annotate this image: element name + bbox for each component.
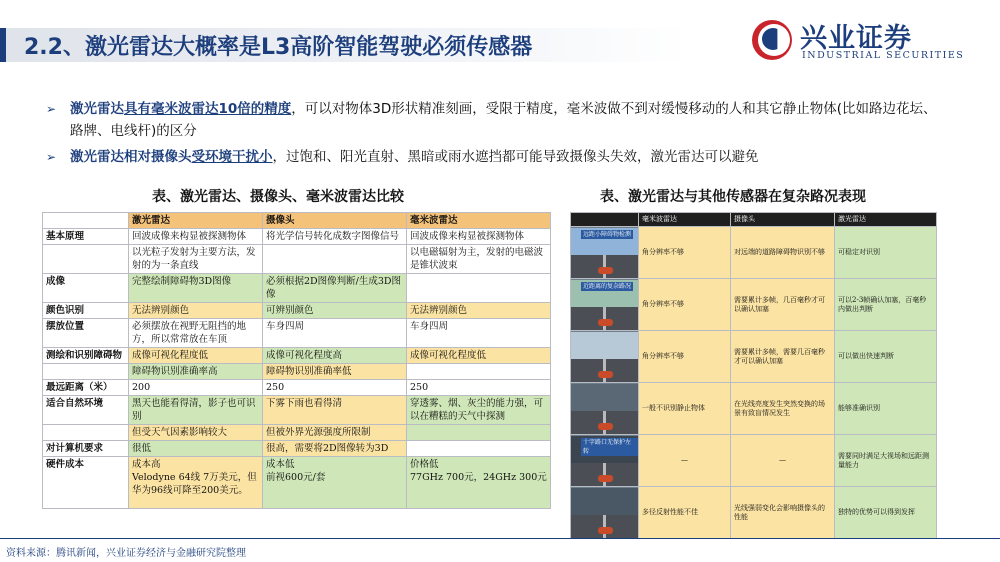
scene-car-icon: [598, 319, 613, 326]
table-cell: [407, 274, 551, 303]
row-label: [43, 245, 129, 274]
table-cell: 需要累计多帧，需要几百毫秒才可以确认加塞: [731, 331, 835, 383]
table-cell: 200: [129, 380, 263, 396]
sensor-comparison-table: [42, 212, 551, 509]
table-cell: 将光学信号转化成数字图像信号: [263, 229, 407, 245]
table-cell: 可以做出快速判断: [835, 331, 937, 383]
table-cell: 可辨别颜色: [263, 303, 407, 319]
row-label: [43, 364, 129, 380]
table-cell: 需要累计多帧，几百毫秒才可以确认加塞: [731, 279, 835, 331]
logo-mark-icon: [752, 20, 792, 60]
table-cell: 必须根据2D图像判断/生成3D图像: [263, 274, 407, 303]
table-header-cell: [43, 213, 129, 229]
table-cell: 以光粒子发射为主要方法，发射的为一条直线: [129, 245, 263, 274]
table-cell: 障碍物识别准确率低: [263, 364, 407, 380]
table-row: [43, 229, 551, 245]
table-cell: 成本低 前视600元/套: [263, 457, 407, 509]
table-cell: 250: [407, 380, 551, 396]
scene-sky: [571, 332, 638, 360]
table-cell: 独特的优势可以得到发挥: [835, 487, 937, 539]
right-table-caption: 表、激光雷达与其他传感器在复杂路况表现: [600, 189, 866, 205]
scene-image: [571, 435, 639, 487]
bullet-1-text: [70, 98, 950, 142]
table-row: [43, 348, 551, 364]
scene-car-icon: [598, 475, 613, 482]
bullet-1: [46, 98, 946, 144]
footer-source: 资料来源：腾讯新闻，兴业证券经济与金融研究院整理: [6, 548, 246, 559]
table-cell: 多径反射性能不佳: [639, 487, 731, 539]
scene-label: 近距离的复杂路况: [583, 282, 632, 290]
row-label: 基本原理: [43, 229, 129, 245]
row-label: 颜色识别: [43, 303, 129, 319]
table-cell: [407, 364, 551, 380]
table-cell: 车身四周: [407, 319, 551, 348]
table-cell: 无法辨别颜色: [407, 303, 551, 319]
table-row: [571, 487, 937, 539]
table-cell: 黑天也能看得清，影子也可识别: [129, 396, 263, 425]
table-cell: 成像可视化程度高: [263, 348, 407, 364]
bullet-1-lead: 激光雷达: [70, 101, 124, 117]
table-cell: 无法辨别颜色: [129, 303, 263, 319]
scene-car-icon: [598, 267, 613, 274]
table-cell: 但受天气因素影响较大: [129, 425, 263, 441]
row-label: 摆放位置: [43, 319, 129, 348]
row-label: 适合自然环境: [43, 396, 129, 425]
row-label: 对计算机要求: [43, 441, 129, 457]
scene-illustration: [571, 332, 638, 382]
scene-car-icon: [598, 423, 613, 430]
table-row: [43, 441, 551, 457]
table-cell: 可以2-3帧确认加塞，百毫秒内做出判断: [835, 279, 937, 331]
table-row: [571, 279, 937, 331]
footer-divider: [0, 538, 1000, 539]
logo-cn: 兴业证券: [800, 23, 912, 54]
table-cell: 价格低 77GHz 700元，24GHz 300元: [407, 457, 551, 509]
logo-en: INDUSTRIAL SECURITIES: [802, 50, 965, 61]
table-cell: 成像可视化程度低: [129, 348, 263, 364]
scene-car-icon: [598, 527, 613, 534]
table-row: [571, 435, 937, 487]
table-header-cell: 激光雷达: [835, 213, 937, 227]
table-row: [43, 245, 551, 274]
table-header-cell: 毫米波雷达: [407, 213, 551, 229]
bullet-arrow-icon: ➢: [46, 150, 57, 164]
table-cell: 车身四周: [263, 319, 407, 348]
bullet-2-highlight: 受环境干扰小: [191, 149, 273, 165]
scene-image: [571, 279, 639, 331]
table-row: [571, 331, 937, 383]
table-cell: 很高，需要将2D图像转为3D: [263, 441, 407, 457]
scene-image: [571, 383, 639, 435]
road-condition-table: [570, 212, 937, 539]
table-row: [43, 425, 551, 441]
table-row: [43, 274, 551, 303]
table-cell: 回波成像来构显被探测物体: [407, 229, 551, 245]
scene-sky: [571, 384, 638, 412]
table-cell: 角分辨率不够: [639, 331, 731, 383]
row-label: 测绘和识别障碍物: [43, 348, 129, 364]
table-cell: 角分辨率不够: [639, 227, 731, 279]
bullet-2-lead: 激光雷达相对摄像头: [70, 149, 192, 165]
scene-car-icon: [598, 371, 613, 378]
table-cell: 障碍物识别准确率高: [129, 364, 263, 380]
table-cell: [407, 441, 551, 457]
table-cell: 一般不识别静止物体: [639, 383, 731, 435]
table-cell: 以电磁辐射为主，发射的电磁波是锥状波束: [407, 245, 551, 274]
scene-image: [571, 487, 639, 539]
bullet-1-rest: ，可以对物体3D形状精准刻画，受限于精度，毫米波做不到对缓慢移动的人和其它静止物体(比如路边花坛、路牌、电线杆)的区分: [70, 101, 937, 139]
table-row: [571, 227, 937, 279]
bullet-2-text: [70, 146, 950, 168]
scene-label: 十字路口无保护左转: [581, 438, 638, 456]
table-header-cell: 摄像头: [731, 213, 835, 227]
table-cell: [263, 245, 407, 274]
table-row: [43, 457, 551, 509]
table-row: [43, 380, 551, 396]
table-row: [43, 364, 551, 380]
table-row: [43, 303, 551, 319]
table-cell: —: [639, 435, 731, 487]
bullet-2-rest: ，过饱和、阳光直射、黑暗或雨水遮挡都可能导致摄像头失效，激光雷达可以避免: [272, 149, 759, 165]
scene-illustration: [571, 384, 638, 434]
left-table-caption: 表、激光雷达、摄像头、毫米波雷达比较: [152, 189, 404, 205]
table-header-row: [43, 213, 551, 229]
table-header-cell: 毫米波雷达: [639, 213, 731, 227]
row-label: 最远距离（米）: [43, 380, 129, 396]
table-header-cell: [571, 213, 639, 227]
table-cell: 成本高 Velodyne 64线 7万美元，但华为96线可降至200美元。: [129, 457, 263, 509]
table-header-cell: 摄像头: [263, 213, 407, 229]
table-cell: 角分辨率不够: [639, 279, 731, 331]
table-cell: —: [731, 435, 835, 487]
scene-illustration: [571, 488, 638, 538]
row-label: [43, 425, 129, 441]
table-cell: 完整绘制障碍物3D图像: [129, 274, 263, 303]
table-row: [43, 319, 551, 348]
table-cell: 很低: [129, 441, 263, 457]
table-cell: [407, 425, 551, 441]
scene-sky: [571, 488, 638, 516]
scene-illustration: [571, 436, 638, 486]
table-row: [571, 383, 937, 435]
title-bar: [0, 28, 690, 62]
bullet-1-highlight: 具有毫米波雷达10倍的精度: [124, 101, 292, 117]
table-cell: 需要同时满足大视场和远距测量能力: [835, 435, 937, 487]
table-cell: 可稳定对识别: [835, 227, 937, 279]
table-cell: 光线强弱变化会影响摄像头的性能: [731, 487, 835, 539]
table-cell: 250: [263, 380, 407, 396]
table-cell: 能够准确识别: [835, 383, 937, 435]
table-cell: 但被外界光源强度所限制: [263, 425, 407, 441]
table-cell: 穿透雾、烟、灰尘的能力强，可以在糟糕的天气中探测: [407, 396, 551, 425]
bullet-arrow-icon: ➢: [46, 102, 57, 116]
page-title: 2.2、激光雷达大概率是L3高阶智能驾驶必须传感器: [24, 35, 533, 60]
table-cell: 必须摆放在视野无阻挡的地方，所以常常放在车顶: [129, 319, 263, 348]
table-cell: 在光线亮度发生突然变换的场景有致盲情况发生: [731, 383, 835, 435]
row-label: 成像: [43, 274, 129, 303]
table-cell: 下雾下雨也看得清: [263, 396, 407, 425]
table-cell: 对远端的道路障碍物识别不够: [731, 227, 835, 279]
scene-image: [571, 227, 639, 279]
scene-label: 远距小障碍物检测: [583, 230, 632, 238]
table-header-row: [571, 213, 937, 227]
table-row: [43, 396, 551, 425]
table-cell: 成像可视化程度低: [407, 348, 551, 364]
company-logo: [752, 14, 992, 66]
table-cell: 回波成像来构显被探测物体: [129, 229, 263, 245]
table-header-cell: 激光雷达: [129, 213, 263, 229]
scene-illustration: [571, 280, 638, 330]
scene-illustration: [571, 228, 638, 278]
scene-image: [571, 331, 639, 383]
bullet-2: [46, 146, 946, 170]
row-label: 硬件成本: [43, 457, 129, 509]
